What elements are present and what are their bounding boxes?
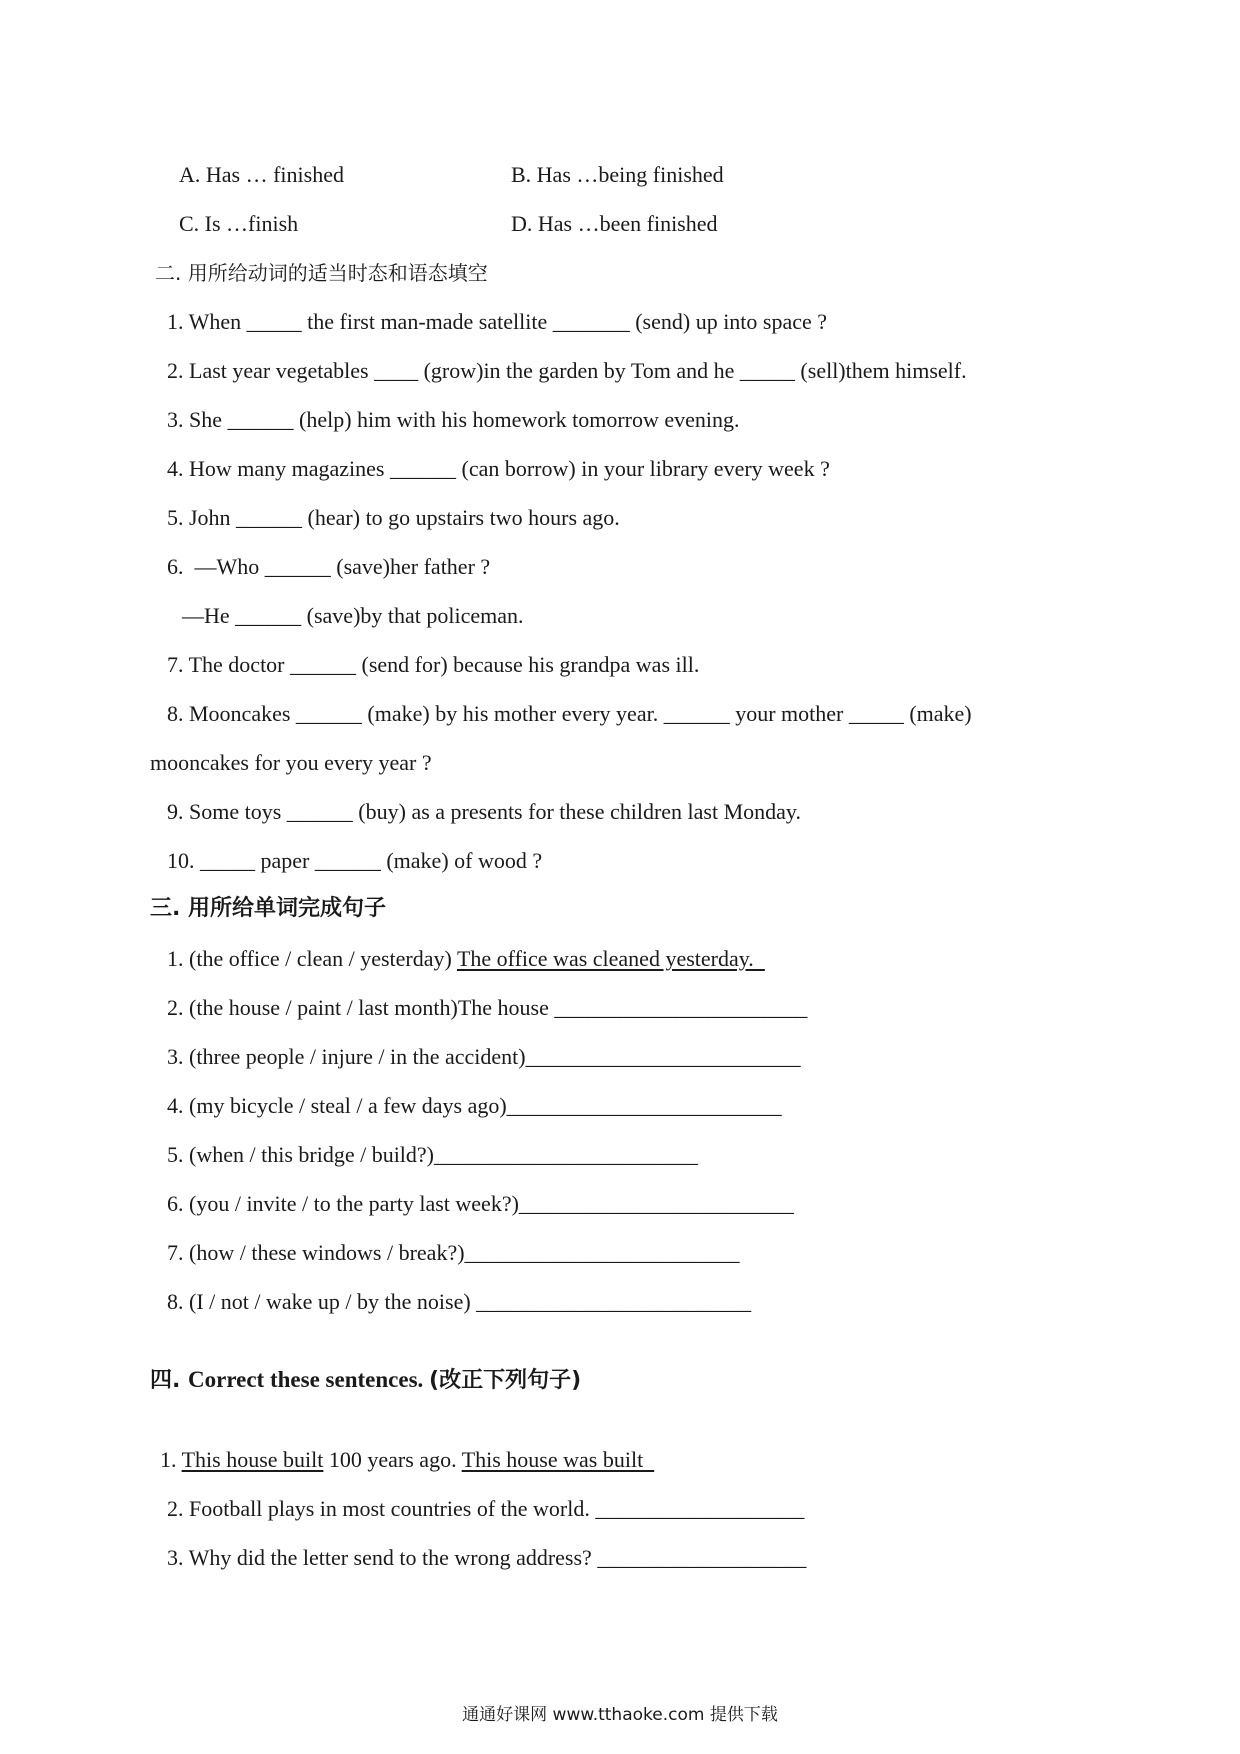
option-a: A. Has … finished xyxy=(179,162,344,187)
section-2-item: 10. _____ paper ______ (make) of wood ? xyxy=(167,848,543,873)
section-4-item: 3. Why did the letter send to the wrong address? ___________________ xyxy=(167,1545,807,1570)
section-3-item: 4. (my bicycle / steal / a few days ago)_________________________ xyxy=(167,1093,782,1118)
option-c: C. Is …finish xyxy=(179,211,299,236)
section-2-item: 9. Some toys ______ (buy) as a presents for these children last Monday. xyxy=(167,799,802,824)
section-4-item-1 xyxy=(160,1446,654,1474)
section-4-item-1-rest: 100 years ago. xyxy=(323,1447,462,1472)
section-3-item-1-prompt: 1. (the office / clean / yesterday) xyxy=(167,946,457,971)
section-4-item: 2. Football plays in most countries of the world. ___________________ xyxy=(167,1496,805,1521)
section-2-item: 5. John ______ (hear) to go upstairs two hours ago. xyxy=(167,505,620,530)
section-3-item: 2. (the house / paint / last month)The house _______________________ xyxy=(167,995,808,1020)
option-b: B. Has …being finished xyxy=(511,162,724,187)
section-2-item: 7. The doctor ______ (send for) because his grandpa was ill. xyxy=(167,652,700,677)
section-3-item-1 xyxy=(167,945,765,973)
section-3-title: 三. 用所给单词完成句子 xyxy=(150,896,387,921)
section-3-item-1-answer: The office was cleaned yesterday. xyxy=(456,946,765,971)
option-d: D. Has …been finished xyxy=(511,211,718,236)
section-2-item: 2. Last year vegetables ____ (grow)in the garden by Tom and he _____ (sell)them himself. xyxy=(167,358,967,383)
section-2-item: 3. She ______ (help) him with his homework tomorrow evening. xyxy=(167,407,740,432)
section-3-item: 8. (I / not / wake up / by the noise) _________________________ xyxy=(167,1289,752,1314)
section-2-item: —He ______ (save)by that policeman. xyxy=(182,603,524,628)
section-4-title xyxy=(150,1366,581,1395)
section-3-item: 7. (how / these windows / break?)_________________________ xyxy=(167,1240,740,1265)
section-2-item: mooncakes for you every year ? xyxy=(150,750,432,775)
section-4-title-english: Correct these sentences. xyxy=(188,1367,430,1392)
section-3-item: 3. (three people / injure / in the accident)_________________________ xyxy=(167,1044,801,1069)
section-2-item: 4. How many magazines ______ (can borrow) in your library every week ? xyxy=(167,456,830,481)
section-4-item-1-number: 1. xyxy=(160,1447,182,1472)
section-2-item: 1. When _____ the first man-made satellite _______ (send) up into space ? xyxy=(167,309,828,334)
section-3-item: 6. (you / invite / to the party last week?)_________________________ xyxy=(167,1191,794,1216)
section-2-item: 6. —Who ______ (save)her father ? xyxy=(167,554,491,579)
section-2-title: 二. 用所给动词的适当时态和语态填空 xyxy=(155,261,488,285)
page-footer: 通通好课网 www.tthaoke.com 提供下载 xyxy=(462,1705,778,1725)
section-3-item: 5. (when / this bridge / build?)________________________ xyxy=(167,1142,699,1167)
section-4-item-1-answer: This house was built xyxy=(461,1447,655,1472)
section-4-item-1-error: This house built xyxy=(181,1447,324,1472)
section-2-item: 8. Mooncakes ______ (make) by his mother every year. ______ your mother _____ (make) xyxy=(167,701,972,726)
section-4-title-number: 四. xyxy=(150,1368,189,1393)
section-4-title-chinese: (改正下列句子) xyxy=(429,1368,582,1393)
